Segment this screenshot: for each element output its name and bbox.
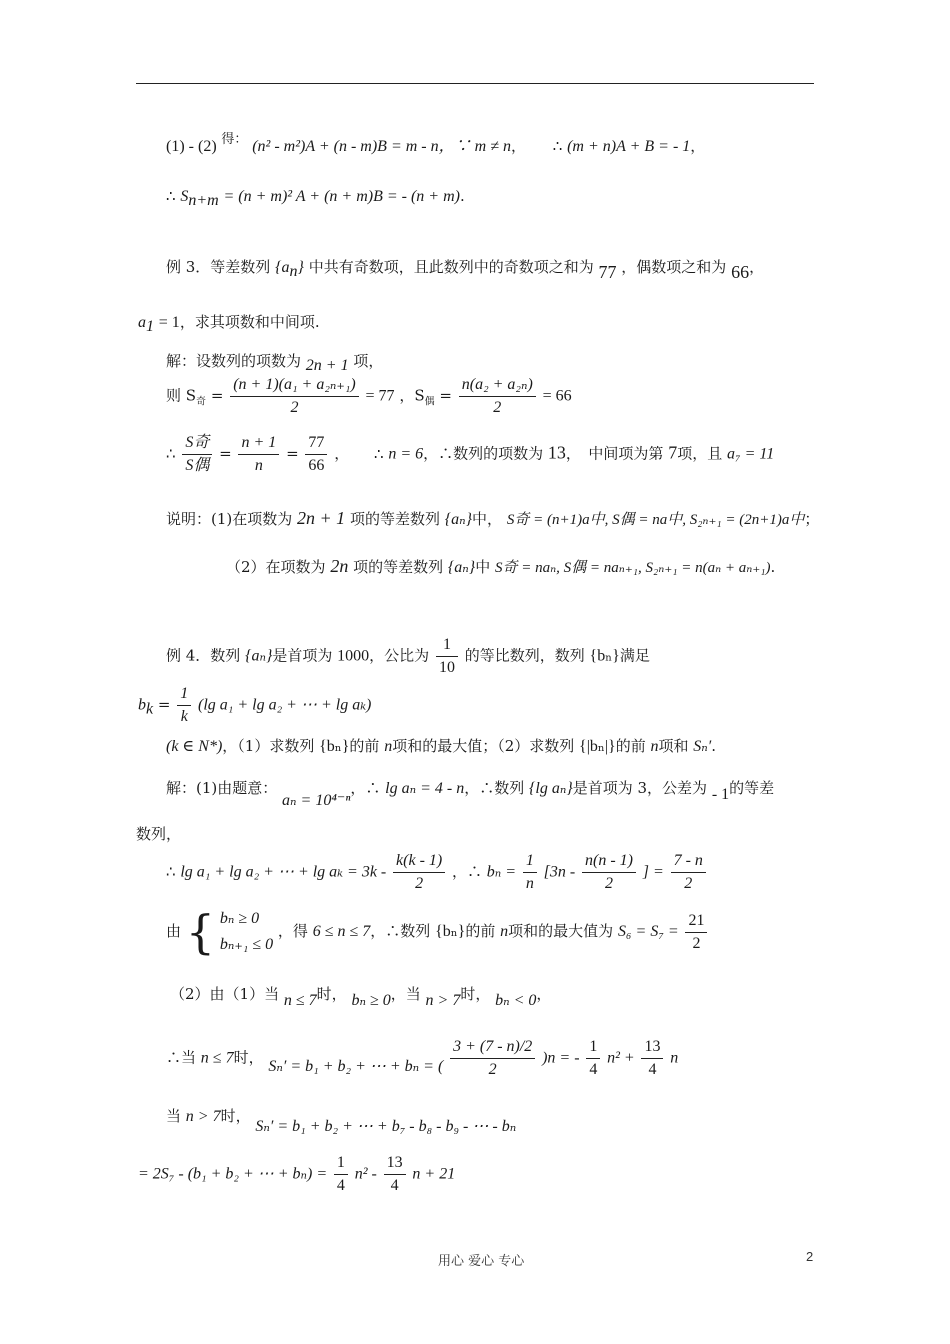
solution-4-line-2: 数列， bbox=[136, 825, 182, 843]
page-footer: 用心 爱心 专心 bbox=[438, 1254, 525, 1269]
solution-3-line-3: ∴ $\frac{\text{S奇}}{\text{S偶}}$ = $\frac{n + 1}{n}$ = $\frac{77}{66}$ ， ∴ n = 6，∴数列的项数为 13， 中间项为第 7项，且 a₇ = 11 bbox=[166, 434, 775, 474]
page-number: 2 bbox=[806, 1249, 814, 1264]
solution-4-line-4: 由 { bₙ ≥ 0 bₙ₊₁ ≤ 0 ，得 6 ≤ n ≤ 7，∴数列 {bₙ}的前 n项和的最大值为 S₆ = S₇ = $\frac{21}{2}$ bbox=[166, 906, 709, 958]
header-rule bbox=[136, 83, 814, 84]
solution-4-line-5: （2）由（1）当 n ≤ 7时， bₙ ≥ 0，当 n > 7时， bₙ < 0， bbox=[170, 985, 552, 1009]
solution-4-line-3: ∴ lg a₁ + lg a₂ + ⋯ + lg aₖ = 3k - $\frac{k(k - 1)}{2}$ ，∴ bₙ = $\frac{1}{n}$ [3n - $\frac{n(n - 1)}{2}$ ] = $\frac{7 - n}{2}$ bbox=[166, 850, 708, 895]
derivation-line-2: ∴ $S_{n+m} = (n + m)^2$ A + (n + m)B = - (n + m). bbox=[166, 187, 465, 209]
solution-3-note-2: （2）在项数为 2n 项的等差数列 {aₙ}中 S奇 = naₙ, S偶 = naₙ₊₁, S₂ₙ₊₁ = n(aₙ + aₙ₊₁). bbox=[226, 556, 776, 576]
example-3-line-1: 例 3．等差数列 $\{a_n\}$ 中共有奇数项，且此数列中的奇数项之和为 77 ，偶数项之和为 66， bbox=[166, 258, 765, 282]
solution-4-line-8: = 2S₇ - (b₁ + b₂ + ⋯ + bₙ) = $\frac{1}{4}$ n² - $\frac{13}{4}$ n + 21 bbox=[138, 1154, 456, 1194]
solution-4-line-1: 解：(1)由题意： aₙ = 10⁴⁻ⁿ，∴ lg aₙ = 4 - n，∴数列 {lg aₙ}是首项为 3，公差为 - 1的等差 bbox=[166, 779, 775, 809]
example-4-line-1: 例 4．数列 {aₙ}是首项为 1000，公比为 $\frac{1}{10}$ 的等比数列，数列 {bₙ}满足 bbox=[166, 636, 650, 676]
solution-4-line-7: 当 n > 7时， Sₙ′ = b₁ + b₂ + ⋯ + b₇ - b₈ - b₉ - ⋯ - bₙ bbox=[166, 1107, 517, 1135]
example-4-line-3: (k ∈ N*)，（1）求数列 {bₙ}的前 n项和的最大值；（2）求数列 {|bₙ|}的前 n项和 Sₙ′. bbox=[166, 737, 717, 755]
solution-3-line-2: 则 $S_奇$ = $\frac{\text{(n + 1)(a₁ + a₂ₙ₊₁)}}{2}$ = 77 ，$S_偶$ = $\frac{\text{n(a₂ + a₂ₙ)}}{2}$ = 66 bbox=[166, 376, 572, 416]
example-4-line-2: $b_k$ = $\frac{1}{k}$ (lg a₁ + lg a₂ + ⋯ + lg aₖ) bbox=[138, 685, 372, 725]
solution-4-line-6: ∴当 n ≤ 7时， Sₙ′ = b₁ + b₂ + ⋯ + bₙ = ( $\frac{3 + (7 - n)/2}{2}$ )n = - $\frac{1}{4}$ n² + $\frac{13}{4}$ n bbox=[166, 1038, 679, 1078]
solution-3-note-1: 说明：(1)在项数为 2n + 1 项的等差数列 {aₙ}中， S奇 = (n+1)a中, S偶 = na中, S₂ₙ₊₁ = (2n+1)a中； bbox=[166, 508, 820, 528]
solution-3-line-1: 解：设数列的项数为 2n + 1 项， bbox=[166, 352, 384, 374]
derivation-line-1: (1) - (2) 得： (n² - m²)A + (n - m)B = m - n，∵ m ≠ n， ∴ (m + n)A + B = - 1， bbox=[166, 132, 706, 155]
example-3-line-2: $a_1 = 1$，求其项数和中间项. bbox=[138, 313, 320, 335]
